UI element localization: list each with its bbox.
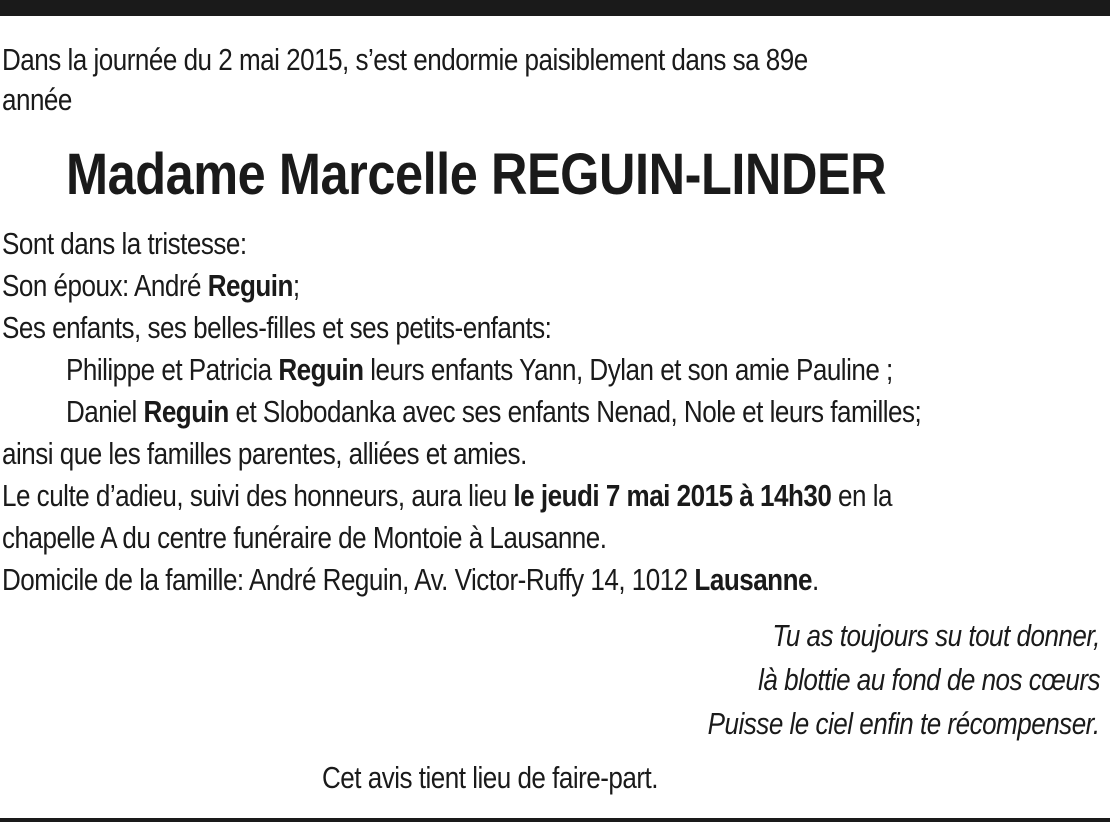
intro-line-2: année <box>2 82 72 117</box>
child-line-1 <box>66 350 893 390</box>
domicile-line <box>2 560 819 600</box>
intro-line-1: Dans la journée du 2 mai 2015, s’est endormie paisiblement dans sa 89e <box>2 42 808 77</box>
poem-line-1: Tu as toujours su tout donner, <box>772 618 1100 653</box>
top-rule <box>0 0 1110 16</box>
child1-surname: Reguin <box>278 352 364 387</box>
spouse-prefix: Son époux: André <box>2 268 208 303</box>
children-intro: Ses enfants, ses belles-filles et ses petits-enfants: <box>2 310 552 345</box>
child2-suffix: et Slobodanka avec ses enfants Nenad, Nole et leurs familles; <box>228 394 922 429</box>
ceremony-line-1 <box>2 476 892 516</box>
deceased-name: Madame Marcelle REGUIN-LINDER <box>66 142 887 207</box>
mourners-intro: Sont dans la tristesse: <box>2 226 247 261</box>
ceremony-date-time: le jeudi 7 mai 2015 à 14h30 <box>513 478 832 513</box>
poem-line-2: là blottie au fond de nos cœurs <box>758 662 1100 697</box>
ceremony-line-2: chapelle A du centre funéraire de Montoie à Lausanne. <box>2 520 607 555</box>
ceremony-suffix: en la <box>831 478 893 513</box>
bottom-rule <box>0 818 1110 822</box>
child2-surname: Reguin <box>143 394 229 429</box>
child1-suffix: leurs enfants Yann, Dylan et son amie Pauline ; <box>363 352 893 387</box>
closing-note: Cet avis tient lieu de faire-part. <box>322 760 659 795</box>
domicile-suffix: . <box>811 562 819 597</box>
spouse-surname: Reguin <box>207 268 293 303</box>
child1-prefix: Philippe et Patricia <box>66 352 279 387</box>
ceremony-prefix: Le culte d’adieu, suivi des honneurs, aura lieu <box>2 478 514 513</box>
domicile-city: Lausanne <box>694 562 812 597</box>
child2-prefix: Daniel <box>66 394 144 429</box>
domicile-prefix: Domicile de la famille: André Reguin, Av. Victor-Ruffy 14, 1012 <box>2 562 695 597</box>
spouse-line <box>2 266 300 306</box>
spouse-suffix: ; <box>292 268 300 303</box>
poem-line-3: Puisse le ciel enfin te récompenser. <box>708 706 1100 741</box>
child-line-2 <box>66 392 921 432</box>
families-line: ainsi que les familles parentes, alliées et amies. <box>2 436 527 471</box>
